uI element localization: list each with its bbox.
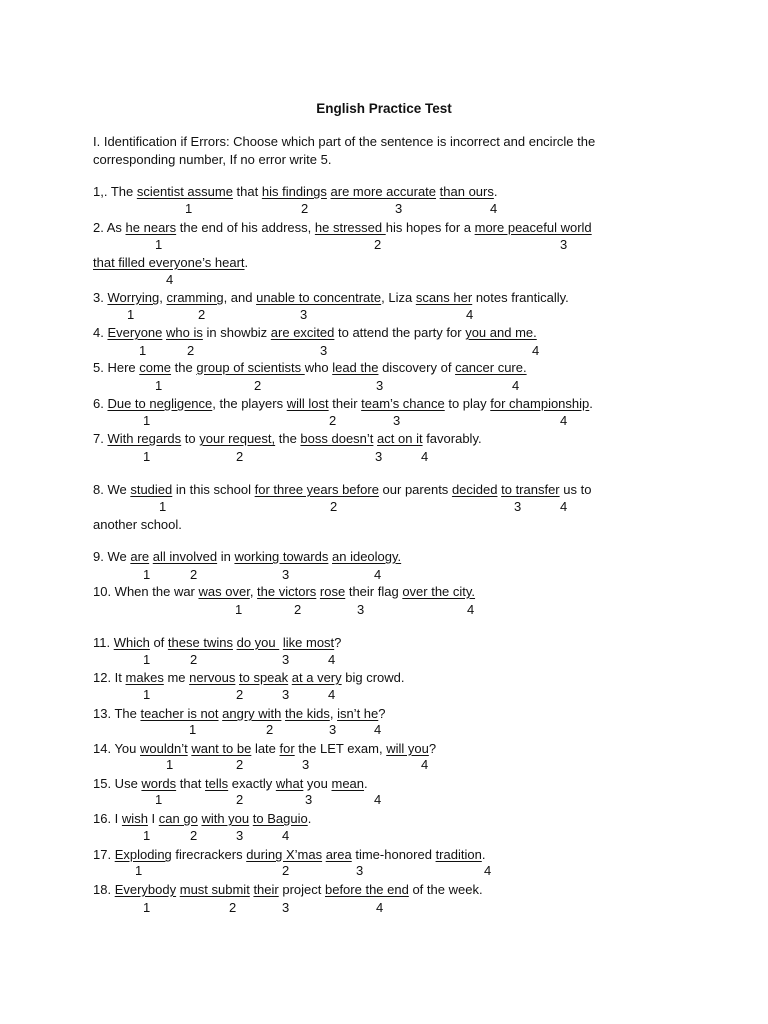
question-sentence [93, 881, 483, 898]
underlined-option[interactable]: what [275, 776, 304, 791]
option-number[interactable]: 3 [300, 307, 308, 322]
option-number[interactable]: 2 [187, 343, 195, 358]
underlined-option[interactable]: teacher is not [140, 706, 219, 721]
sentence-text: 16. I [93, 811, 122, 826]
underlined-option[interactable]: the victors [257, 584, 317, 599]
option-number[interactable]: 1 [166, 757, 174, 772]
page-title: English Practice Test [316, 101, 452, 116]
option-number[interactable]: 3 [560, 237, 568, 252]
sentence-text: , and [223, 290, 257, 305]
question-sentence [93, 634, 341, 651]
sentence-text: 5. Here [93, 360, 140, 375]
underlined-option[interactable]: than ours [439, 184, 494, 199]
underlined-option[interactable]: can go [158, 811, 198, 826]
sentence-text: the [275, 431, 301, 446]
option-number[interactable]: 4 [421, 449, 429, 464]
option-number[interactable]: 1 [135, 863, 143, 878]
sentence-text: big crowd. [341, 670, 405, 685]
underlined-option[interactable]: will you [386, 741, 429, 756]
option-number[interactable]: 3 [393, 413, 401, 428]
underlined-option[interactable]: all involved [152, 549, 218, 564]
underlined-option[interactable]: Which [113, 635, 150, 650]
sentence-text: 17. [93, 847, 115, 862]
option-number[interactable]: 1 [155, 378, 163, 393]
sentence-text: 7. [93, 431, 108, 446]
underlined-option[interactable]: area [325, 847, 352, 862]
underlined-option[interactable]: makes [125, 670, 164, 685]
underlined-option[interactable]: for three years before [254, 482, 379, 497]
option-numbers [0, 652, 768, 668]
sentence-text: 9. We [93, 549, 131, 564]
option-number[interactable]: 4 [560, 413, 568, 428]
underlined-option[interactable]: mean [331, 776, 365, 791]
option-number[interactable]: 2 [301, 201, 309, 216]
option-number[interactable]: 4 [490, 201, 498, 216]
option-number[interactable]: 4 [374, 567, 382, 582]
question-sentence [93, 481, 591, 498]
sentence-text: 15. Use [93, 776, 142, 791]
underlined-option[interactable]: lead the [332, 360, 379, 375]
underlined-option[interactable]: come [139, 360, 172, 375]
sentence-text: . [589, 396, 593, 411]
option-numbers [0, 757, 768, 773]
question-sentence-continued [93, 516, 182, 533]
option-numbers [0, 413, 768, 429]
sentence-text: the LET exam, [294, 741, 387, 756]
underlined-option[interactable]: with you [201, 811, 250, 826]
sentence-text: of [149, 635, 168, 650]
sentence-text: 4. [93, 325, 108, 340]
underlined-option[interactable]: scans her [415, 290, 473, 305]
option-number[interactable]: 2 [236, 687, 244, 702]
sentence-text: ? [428, 741, 437, 756]
option-number[interactable]: 3 [282, 900, 290, 915]
underlined-option[interactable]: your request, [199, 431, 276, 446]
underlined-option[interactable]: unable to concentrate [256, 290, 382, 305]
option-numbers [0, 602, 768, 618]
sentence-text: , [159, 290, 167, 305]
option-numbers [0, 499, 768, 515]
option-number[interactable]: 2 [190, 828, 198, 843]
sentence-text: project [278, 882, 325, 897]
underlined-option[interactable]: Everyone [107, 325, 163, 340]
underlined-option[interactable]: must submit [179, 882, 250, 897]
option-number[interactable]: 1 [143, 449, 151, 464]
underlined-option[interactable]: he nears [125, 220, 177, 235]
underlined-option[interactable]: scientist assume [136, 184, 233, 199]
underlined-option[interactable]: his findings [261, 184, 327, 199]
sentence-text: I [147, 811, 159, 826]
instructions: I. Identification if Errors: Choose which part of the sentence is incorrect and encircle the corresponding number, If no error write 5. [93, 134, 596, 167]
sentence-text: their [328, 396, 362, 411]
option-number[interactable]: 4 [560, 499, 568, 514]
underlined-option[interactable]: for championship [490, 396, 590, 411]
sentence-text: 13. The [93, 706, 141, 721]
sentence-text: who [304, 360, 333, 375]
sentence-text: that [176, 776, 206, 791]
question-sentence [93, 583, 475, 600]
option-number[interactable]: 2 [254, 378, 262, 393]
option-number[interactable]: 2 [236, 757, 244, 772]
sentence-text: 1,. The [93, 184, 137, 199]
underlined-option[interactable]: you and me. [465, 325, 537, 340]
option-numbers [0, 237, 768, 253]
question-sentence [93, 740, 436, 757]
option-numbers [0, 863, 768, 879]
sentence-text: ? [334, 635, 342, 650]
option-number[interactable]: 1 [155, 792, 163, 807]
option-number[interactable]: 3 [375, 449, 383, 464]
option-number[interactable]: 4 [532, 343, 540, 358]
underlined-option[interactable]: who is [166, 325, 203, 340]
option-number[interactable]: 2 [266, 722, 274, 737]
sentence-text: time-honored [351, 847, 436, 862]
sentence-text: in this school [172, 482, 255, 497]
underlined-option[interactable]: want to be [191, 741, 252, 756]
sentence-text: 12. It [93, 670, 126, 685]
underlined-option[interactable]: cancer cure. [455, 360, 527, 375]
sentence-text: , Liza [381, 290, 416, 305]
sentence-text: you [303, 776, 332, 791]
option-number[interactable]: 4 [466, 307, 474, 322]
sentence-text: the end of his address, [176, 220, 315, 235]
sentence-text: in [217, 549, 235, 564]
underlined-option[interactable]: during X’mas [246, 847, 323, 862]
option-numbers [0, 343, 768, 359]
underlined-option[interactable]: are more accurate [330, 184, 437, 199]
underlined-option[interactable]: over the city. [402, 584, 476, 599]
sentence-text: notes frantically. [472, 290, 569, 305]
option-number[interactable]: 4 [374, 792, 382, 807]
option-number[interactable]: 2 [190, 652, 198, 667]
option-number[interactable]: 1 [139, 343, 147, 358]
option-number[interactable]: 3 [282, 567, 290, 582]
underlined-option[interactable]: are excited [270, 325, 335, 340]
option-number[interactable]: 2 [236, 792, 244, 807]
question-sentence [93, 395, 593, 412]
underlined-option[interactable]: for [279, 741, 295, 756]
option-numbers [0, 828, 768, 844]
sentence-text: , [329, 706, 338, 721]
sentence-text: late [251, 741, 280, 756]
sentence-text: of the week. [408, 882, 483, 897]
option-number[interactable]: 1 [159, 499, 167, 514]
question-sentence [93, 219, 592, 236]
underlined-option[interactable]: Worrying [107, 290, 160, 305]
option-numbers [0, 792, 768, 808]
option-number[interactable]: 2 [330, 499, 338, 514]
underlined-option[interactable]: an ideology. [332, 549, 402, 564]
underlined-option[interactable]: Exploding [114, 847, 172, 862]
option-number[interactable]: 3 [356, 863, 364, 878]
sentence-text: 6. [93, 396, 108, 411]
option-number[interactable]: 3 [357, 602, 365, 617]
option-number[interactable]: 4 [328, 652, 336, 667]
option-number[interactable]: 1 [143, 413, 151, 428]
option-number[interactable]: 3 [320, 343, 328, 358]
sentence-text: 3. [93, 290, 108, 305]
sentence-text: me [163, 670, 190, 685]
underlined-option[interactable]: isn’t he [337, 706, 379, 721]
sentence-text: their flag [345, 584, 403, 599]
underlined-option[interactable]: he stressed [314, 220, 386, 235]
option-number[interactable]: 4 [484, 863, 492, 878]
option-number[interactable]: 2 [374, 237, 382, 252]
option-numbers [0, 378, 768, 394]
underlined-option[interactable]: will lost [286, 396, 329, 411]
sentence-text: in showbiz [202, 325, 271, 340]
option-number[interactable]: 1 [143, 567, 151, 582]
underlined-option[interactable]: tells [205, 776, 229, 791]
sentence-text: his hopes for a [385, 220, 475, 235]
option-number[interactable]: 1 [189, 722, 197, 737]
question-sentence [93, 775, 368, 792]
underlined-option[interactable]: boss doesn’t [300, 431, 374, 446]
option-number[interactable]: 3 [395, 201, 403, 216]
sentence-text: favorably. [422, 431, 482, 446]
underlined-option[interactable]: that filled everyone’s heart [93, 255, 245, 270]
question-sentence [93, 324, 537, 341]
underlined-option[interactable]: more peaceful world [474, 220, 592, 235]
sentence-text: 18. [93, 882, 115, 897]
option-number[interactable]: 3 [305, 792, 313, 807]
sentence-text: ? [378, 706, 386, 721]
underlined-option[interactable]: to Baguio [252, 811, 308, 826]
sentence-text: 8. We [93, 482, 131, 497]
option-number[interactable]: 2 [294, 602, 302, 617]
sentence-text: . [244, 255, 249, 270]
option-number[interactable]: 4 [376, 900, 384, 915]
option-numbers [0, 567, 768, 583]
underlined-option[interactable]: cramming [166, 290, 224, 305]
sentence-text: that [232, 184, 262, 199]
option-numbers [0, 307, 768, 323]
option-number[interactable]: 3 [329, 722, 337, 737]
sentence-text: our parents [378, 482, 452, 497]
underlined-option[interactable]: studied [130, 482, 173, 497]
sentence-text: . [493, 184, 498, 199]
underlined-option[interactable]: decided [451, 482, 498, 497]
sentence-text: firecrackers [171, 847, 247, 862]
question-sentence [93, 430, 482, 447]
underlined-option[interactable]: wouldn’t [140, 741, 188, 756]
underlined-option[interactable]: angry with [222, 706, 282, 721]
option-numbers [0, 449, 768, 465]
option-number[interactable]: 4 [328, 687, 336, 702]
underlined-option[interactable]: to transfer [501, 482, 560, 497]
sentence-text: , the players [212, 396, 287, 411]
underlined-option[interactable]: rose [319, 584, 346, 599]
sentence-text: to [181, 431, 200, 446]
question-sentence [93, 548, 401, 565]
option-number[interactable]: 2 [190, 567, 198, 582]
question-sentence [93, 810, 311, 827]
underlined-option[interactable]: words [141, 776, 177, 791]
underlined-option[interactable]: these twins [167, 635, 233, 650]
question-sentence [93, 846, 485, 863]
underlined-option[interactable]: act on it [377, 431, 423, 446]
option-numbers [0, 201, 768, 217]
option-number[interactable]: 3 [282, 652, 290, 667]
sentence-text: to attend the party for [334, 325, 466, 340]
option-number[interactable]: 2 [282, 863, 290, 878]
underlined-option[interactable]: before the end [324, 882, 409, 897]
underlined-option[interactable]: to speak [239, 670, 289, 685]
underlined-option[interactable]: team’s chance [361, 396, 445, 411]
sentence-text: 2. As [93, 220, 126, 235]
underlined-option[interactable]: group of scientists [196, 360, 305, 375]
underlined-option[interactable]: like most [282, 635, 335, 650]
option-number[interactable]: 2 [198, 307, 206, 322]
question-sentence [93, 705, 386, 722]
sentence-text: 11. [93, 635, 114, 650]
sentence-text: the [171, 360, 197, 375]
sentence-text: to play [444, 396, 491, 411]
option-numbers [0, 900, 768, 916]
option-number[interactable]: 1 [235, 602, 243, 617]
underlined-option[interactable]: are [130, 549, 150, 564]
option-number[interactable]: 4 [166, 272, 174, 287]
underlined-option[interactable]: at a very [291, 670, 342, 685]
question-sentence [93, 359, 527, 376]
sentence-text: another school. [93, 517, 182, 532]
option-number[interactable]: 4 [282, 828, 290, 843]
option-number[interactable]: 1 [143, 687, 151, 702]
question-sentence [93, 254, 248, 271]
underlined-option[interactable]: their [253, 882, 279, 897]
option-number[interactable]: 1 [143, 828, 151, 843]
option-number[interactable]: 4 [421, 757, 429, 772]
option-number[interactable]: 1 [143, 652, 151, 667]
option-numbers [0, 687, 768, 703]
underlined-option[interactable]: was over [198, 584, 250, 599]
sentence-text: . [364, 776, 368, 791]
sentence-text: . [307, 811, 312, 826]
sentence-text: us to [559, 482, 592, 497]
option-number[interactable]: 1 [185, 201, 193, 216]
option-number[interactable]: 1 [127, 307, 135, 322]
option-number[interactable]: 4 [512, 378, 520, 393]
underlined-option[interactable]: wish [121, 811, 148, 826]
option-number[interactable]: 3 [236, 828, 244, 843]
option-number[interactable]: 2 [229, 900, 237, 915]
sentence-text: discovery of [378, 360, 456, 375]
option-number[interactable]: 3 [376, 378, 384, 393]
underlined-option[interactable]: nervous [189, 670, 236, 685]
sentence-text: , [249, 584, 258, 599]
option-number[interactable]: 2 [329, 413, 337, 428]
option-number[interactable]: 2 [236, 449, 244, 464]
underlined-option[interactable]: Everybody [114, 882, 177, 897]
sentence-text: 10. When the war [93, 584, 199, 599]
underlined-option[interactable]: the kids [285, 706, 330, 721]
question-sentence [93, 183, 497, 200]
option-number[interactable]: 1 [143, 900, 151, 915]
option-number[interactable]: 4 [374, 722, 382, 737]
option-number[interactable]: 3 [302, 757, 310, 772]
question-sentence [93, 669, 405, 686]
option-numbers [0, 722, 768, 738]
option-number[interactable]: 3 [282, 687, 290, 702]
option-numbers [0, 272, 768, 288]
underlined-option[interactable]: With regards [107, 431, 182, 446]
underlined-option[interactable]: working towards [234, 549, 329, 564]
question-sentence [93, 289, 569, 306]
underlined-option[interactable]: Due to negligence [107, 396, 213, 411]
option-number[interactable]: 3 [514, 499, 522, 514]
option-number[interactable]: 1 [155, 237, 163, 252]
sentence-text: exactly [228, 776, 276, 791]
underlined-option[interactable]: do you [236, 635, 280, 650]
option-number[interactable]: 4 [467, 602, 475, 617]
underlined-option[interactable]: tradition [435, 847, 482, 862]
sentence-text: 14. You [93, 741, 140, 756]
sentence-text: . [481, 847, 486, 862]
